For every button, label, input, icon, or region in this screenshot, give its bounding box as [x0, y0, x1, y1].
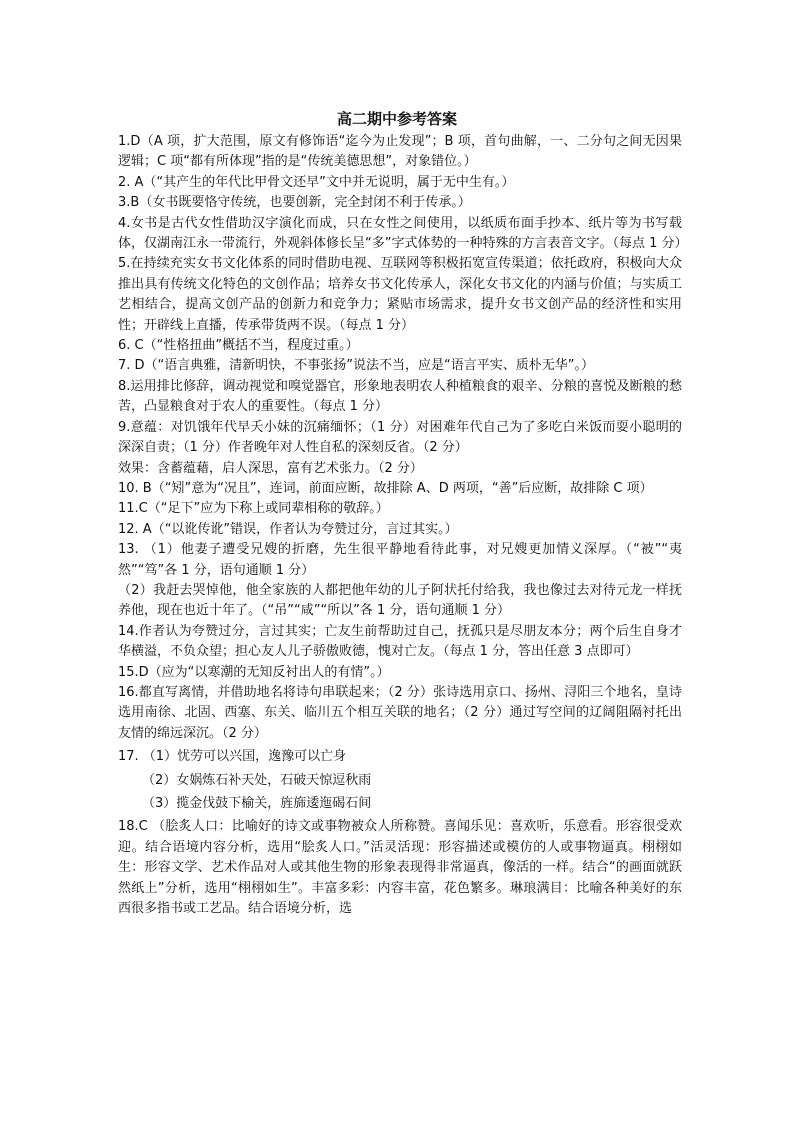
answer-paragraph: 11.C（“足下”应为下称上或同辈相称的敬辞。） — [118, 501, 389, 517]
answer-paragraph: 16.都直写离情，并借助地名将诗句串联起来；（2 分）张诗选用京口、扬州、浔阳三个地名，皇诗选用南徐、北固、西塞、东关、临川五个相互关联的地名；（2 分）通过写空间的辽阔阻隔衬托出友情的绵远深沉。（2 分） — [118, 684, 682, 741]
answer-paragraph: 7. D（“语言典雅，清新明快，不事张扬”说法不当，应是“语言平实、质朴无华”。） — [118, 358, 594, 374]
answer-paragraph: （2）我赶去哭悼他，他全家族的人都把他年幼的儿子阿状托付给我，我也像过去对待元龙一样抚养他，现在也近十年了。（“吊”“咸”“所以”各 1 分，语句通顺 1 分） — [118, 582, 682, 619]
page-title: 高二期中参考答案 — [336, 110, 457, 128]
answer-paragraph: 10. B（“矧”意为“况且”，连词，前面应断，故排除 A、D 两项，“善”后应断，故排除 C 项） — [118, 480, 653, 496]
answer-content — [118, 132, 688, 919]
answer-paragraph: 9.意蕴：对饥饿年代早夭小妹的沉痛缅怀；（1 分）对困难年代自己为了多吃白米饭而耍小聪明的深深自责；（1 分）作者晚年对人性自私的深刻反省。（2 分） — [118, 419, 682, 456]
answer-paragraph: 6. C（“性格扭曲”概括不当，程度过重。） — [118, 338, 359, 354]
answer-paragraph: 14.作者认为夸赞过分，言过其实；亡友生前帮助过自己，抚孤只是尽朋友本分；两个后生自身才华横溢，不负众望；担心友人儿子骄傲败德，愧对亡友。（每点 1 分，答出任意 3 点即可） — [118, 623, 682, 660]
answer-paragraph: 效果：含蓄蕴藉，启人深思，富有艺术张力。（2 分） — [118, 460, 423, 476]
answer-paragraph: 13. （1）他妻子遭受兄嫂的折磨，先生很平静地看待此事，对兄嫂更加情义深厚。（“被”“夷然”“笃”各 1 分，语句通顺 1 分） — [118, 542, 682, 578]
answer-paragraph: 1.D（A 项，扩大范围，原文有修饰语“迄今为止发现”；B 项，首句曲解，一、二分句之间无因果逻辑；C 项“都有所体现”指的是“传统美德思想”，对象错位。） — [118, 134, 682, 170]
answer-paragraph: 8.运用排比修辞，调动视觉和嗅觉器官，形象地表明农人种植粮食的艰辛、分粮的喜悦及断粮的愁苦，凸显粮食对于农人的重要性。（每点 1 分） — [118, 378, 682, 415]
answer-paragraph: 4.女书是古代女性借助汉字演化而成，只在女性之间使用，以纸质布面手抄本、纸片等为书写载体，仅湖南江永一带流行，外观斜体修长呈“多”字式体势的一种特殊的方言表音文字。（每点 1 分） — [118, 215, 688, 252]
answer-paragraph: 15.D（应为“以寒潮的无知反衬出人的有情”。） — [118, 664, 390, 680]
answer-paragraph: 17. （1）忧劳可以兴国，逸豫可以亡身 — [118, 749, 347, 765]
answer-paragraph: 12. A（“以讹传讹”错误，作者认为夸赞过分，言过其实。） — [118, 521, 458, 537]
answer-paragraph: 2. A（“其产生的年代比甲骨文还早”文中并无说明，属于无中生有。） — [118, 174, 515, 190]
answer-paragraph: （3）揽金伐鼓下榆关，旌旆逶迤碣石间 — [142, 796, 372, 811]
answer-paragraph: 5.在持续充实女书文化体系的同时借助电视、互联网等积极拓宽宣传渠道；依托政府，积极向大众推出具有传统文化特色的文创作品；培养女书文化传承人，深化女书文化的内涵与价值；与实质工艺相结合，提高文创产品的创新力和竞争力；紧贴市场需求，提升女书文创产品的经济性和实用性；开辟线上直播，传承带货两不误。（每点 1 分） — [118, 256, 682, 333]
answer-paragraph: 18.C （脍炙人口：比喻好的诗文或事物被众人所称赞。喜闻乐见：喜欢听，乐意看。形容很受欢迎。结合语境内容分析，选用“脍炙人口。”活灵活现：形容描述或模仿的人或事物逼真。栩栩如生：形容文学、艺术作品对人或其他生物的形象表现得非常逼真，像活的一样。结合“的画面就跃然纸上”分析，选用“栩栩如生”。丰富多彩：内容丰富，花色繁多。琳琅满目：比喻各种美好的东西很多指书或工艺品。结合语境分析，选 — [118, 819, 682, 917]
answer-paragraph: （2）女娲炼石补天处，石破天惊逗秋雨 — [142, 772, 372, 788]
answer-paragraph: 3.B（女书既要恪守传统，也要创新，完全封闭不利于传承。） — [118, 195, 471, 211]
